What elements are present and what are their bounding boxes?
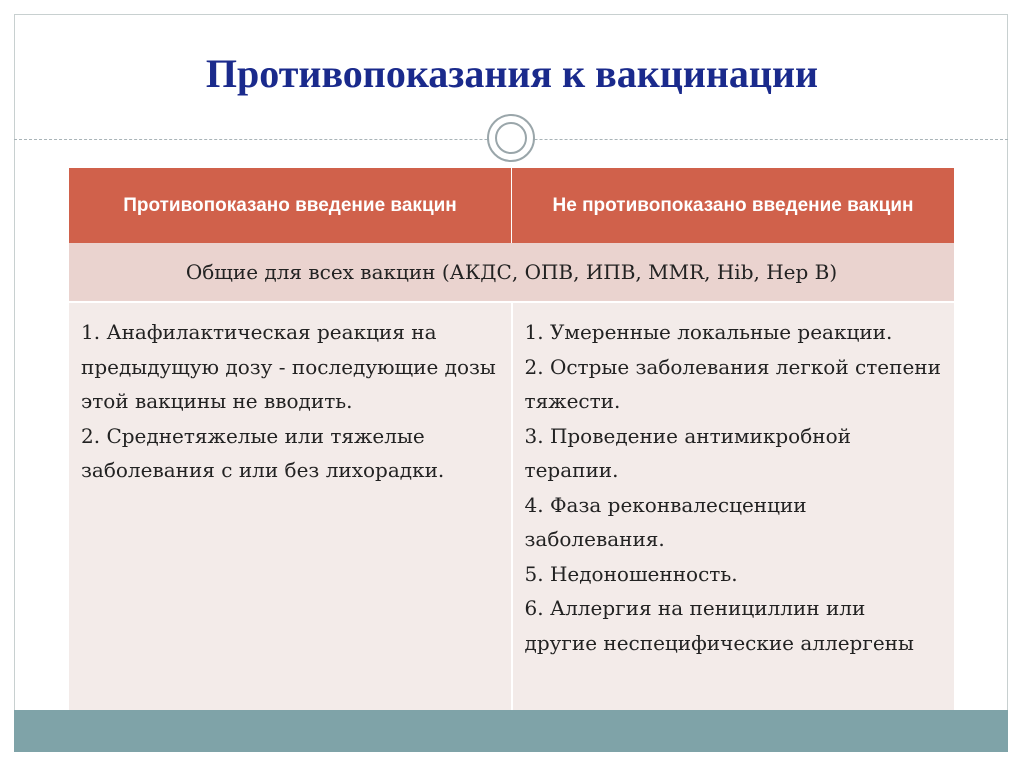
header-not-contraindicated: Не противопоказано введение вакцин [512, 168, 955, 243]
table-body-row [69, 302, 954, 715]
list-item: 4. Фаза реконвалесценции заболевания. [524, 492, 807, 551]
list-item: 5. Недоношенность. [524, 561, 738, 586]
common-row-text: Общие для всех вакцин (АКДС, ОПВ, ИПВ, MMR, Hib, Hep B) [69, 243, 954, 302]
list-item: 2. Среднетяжелые или тяжелые заболевания с или без лихорадки. [81, 423, 445, 482]
bottom-accent-bar [14, 710, 1008, 752]
list-item: 6. Аллергия на пенициллин или другие неспецифические аллергены [524, 596, 914, 655]
bottom-strip [14, 752, 1008, 767]
list-item: 1. Анафилактическая реакция на предыдущую дозу - последующие дозы этой вакцины не вводить. [81, 320, 496, 413]
common-row [69, 243, 954, 302]
right-column [512, 302, 955, 715]
list-item: 2. Острые заболевания легкой степени тяжести. [524, 354, 941, 413]
vaccination-table [69, 168, 954, 715]
list-item: 1. Умеренные локальные реакции. [524, 320, 893, 344]
list-item: 3. Проведение антимикробной терапии. [524, 423, 851, 482]
left-column [69, 302, 512, 715]
header-contraindicated: Противопоказано введение вакцин [69, 168, 512, 243]
table-header-row [69, 168, 954, 243]
circle-ornament-inner [495, 122, 527, 154]
circle-ornament-icon [487, 114, 535, 162]
slide-title: Противопоказания к вакцинации [205, 51, 819, 96]
